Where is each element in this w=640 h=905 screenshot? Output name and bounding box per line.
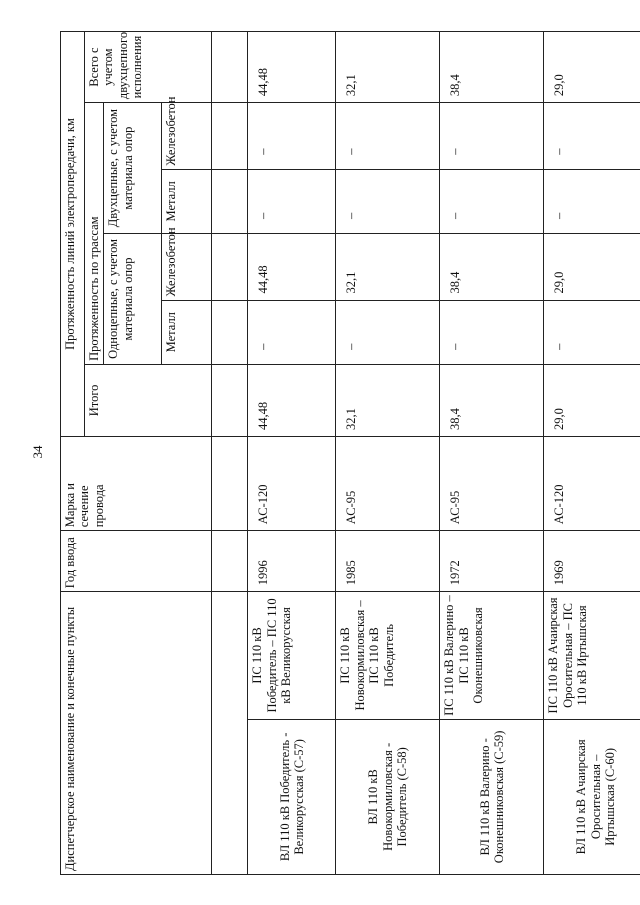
header-name: Диспетчерское наименование и конечные пункты <box>61 592 212 875</box>
single-metal-value: – <box>440 300 544 364</box>
table-row <box>336 32 440 875</box>
single-concrete-value: 29,0 <box>544 234 640 301</box>
grand-total-value: 38,4 <box>440 32 544 103</box>
header-single-metal: Металл <box>162 300 212 364</box>
header-route-group: Протяженность по трассам <box>85 103 104 365</box>
header-wire: Марка и сечение провода <box>61 436 212 530</box>
blank-cell <box>212 300 248 364</box>
blank-cell <box>212 234 248 301</box>
blank-cell <box>212 531 248 592</box>
double-metal-value: – <box>440 169 544 233</box>
single-metal-value: – <box>336 300 440 364</box>
line-name: ВЛ 110 кВ Валерино - Оконешниковская (С-59) <box>440 719 544 874</box>
blank-cell <box>212 436 248 530</box>
blank-cell <box>212 592 248 720</box>
double-concrete-value: – <box>544 103 640 170</box>
header-length-group: Протяженность линий электропередачи, км <box>61 32 85 437</box>
page-number: 34 <box>30 445 45 459</box>
table-row <box>440 32 544 875</box>
year-value: 1969 <box>544 531 640 592</box>
double-concrete-value: – <box>248 103 336 170</box>
blank-cell <box>212 719 248 874</box>
rotated-table-wrapper <box>60 31 618 875</box>
line-endpoints: ПС 110 кВ Победитель – ПС 110 кВ Великорусская <box>248 592 336 720</box>
grand-total-value: 44,48 <box>248 32 336 103</box>
single-metal-value: – <box>248 300 336 364</box>
blank-cell <box>212 169 248 233</box>
wire-value: АС-95 <box>440 436 544 530</box>
line-name: ВЛ 110 кВ Новокормиловская - Победитель (С-58) <box>336 719 440 874</box>
single-concrete-value: 38,4 <box>440 234 544 301</box>
power-lines-table <box>60 31 640 875</box>
double-metal-value: – <box>544 169 640 233</box>
blank-cell <box>212 364 248 436</box>
year-value: 1996 <box>248 531 336 592</box>
year-value: 1972 <box>440 531 544 592</box>
wire-value: АС-120 <box>248 436 336 530</box>
single-metal-value: – <box>544 300 640 364</box>
header-double-circuit: Двухцепные, с учетом материала опор <box>104 103 162 234</box>
double-metal-value: – <box>336 169 440 233</box>
blank-cell <box>212 32 248 103</box>
total-value: 44,48 <box>248 364 336 436</box>
table-row <box>544 32 640 875</box>
line-name: ВЛ 110 кВ Ачаирская Оросительная – Иртышская (С-60) <box>544 719 640 874</box>
year-value: 1985 <box>336 531 440 592</box>
line-name: ВЛ 110 кВ Победитель - Великорусская (С-57) <box>248 719 336 874</box>
header-single-circuit: Одноцепные, с учетом материала опор <box>104 234 162 365</box>
total-value: 32,1 <box>336 364 440 436</box>
grand-total-value: 32,1 <box>336 32 440 103</box>
header-year: Год ввода <box>61 531 212 592</box>
line-endpoints: ПС 110 кВ Ачаирская Оросительная – ПС 110 кВ Иртышская <box>544 592 640 720</box>
wire-value: АС-120 <box>544 436 640 530</box>
header-double-metal: Металл <box>162 169 212 233</box>
total-value: 29,0 <box>544 364 640 436</box>
line-endpoints: ПС 110 кВ Новокормиловская – ПС 110 кВ Победитель <box>336 592 440 720</box>
table-row <box>248 32 336 875</box>
header-grand-total: Всего с учетом двухцепного исполнения <box>85 32 212 103</box>
grand-total-value: 29,0 <box>544 32 640 103</box>
wire-value: АС-95 <box>336 436 440 530</box>
blank-cell <box>212 103 248 170</box>
double-concrete-value: – <box>440 103 544 170</box>
total-value: 38,4 <box>440 364 544 436</box>
header-total: Итого <box>85 364 212 436</box>
single-concrete-value: 32,1 <box>336 234 440 301</box>
header-double-concrete: Железобетон <box>162 103 212 170</box>
header-single-concrete: Железобетон <box>162 234 212 301</box>
double-metal-value: – <box>248 169 336 233</box>
line-endpoints: ПС 110 кВ Валерино – ПС 110 кВ Оконешниковская <box>440 592 544 720</box>
double-concrete-value: – <box>336 103 440 170</box>
single-concrete-value: 44,48 <box>248 234 336 301</box>
